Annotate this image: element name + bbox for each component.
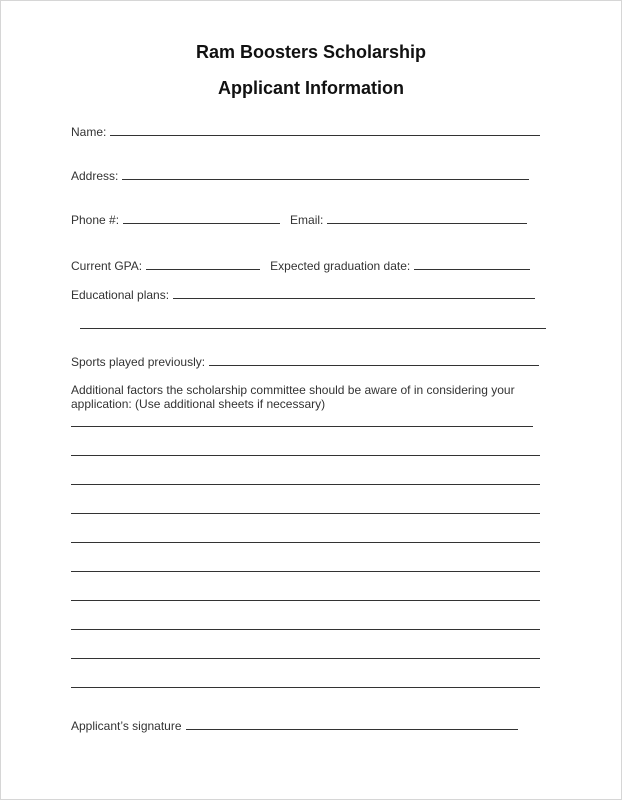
answer-line[interactable]	[71, 600, 540, 601]
answer-line[interactable]	[71, 571, 540, 572]
additional-factors-prompt: Additional factors the scholarship committee should be aware of in considering your application: (Use additional sheets if necessary)	[71, 383, 515, 411]
form-title: Ram Boosters Scholarship	[195, 42, 427, 62]
plans-continuation-line[interactable]	[80, 328, 546, 329]
address-field[interactable]	[122, 168, 529, 180]
name-row	[71, 124, 540, 139]
answer-line[interactable]	[71, 658, 540, 659]
name-label: Name:	[71, 125, 107, 139]
answer-line[interactable]	[71, 455, 540, 456]
graduation-date-field[interactable]	[414, 258, 530, 270]
signature-field[interactable]	[186, 718, 518, 730]
signature-row	[71, 718, 518, 733]
sports-row	[71, 354, 539, 369]
form-subtitle: Applicant Information	[218, 78, 404, 98]
email-field[interactable]	[327, 212, 527, 224]
answer-line[interactable]	[71, 484, 540, 485]
gpa-graduation-row	[71, 258, 530, 273]
phone-label: Phone #:	[71, 213, 120, 227]
email-label: Email:	[290, 213, 324, 227]
sports-label: Sports played previously:	[71, 355, 206, 369]
answer-line[interactable]	[71, 426, 533, 427]
answer-line[interactable]	[71, 542, 540, 543]
answer-line[interactable]	[71, 629, 540, 630]
plans-row	[71, 287, 535, 302]
address-label: Address:	[71, 169, 119, 183]
signature-label: Applicant’s signature	[71, 719, 182, 733]
gpa-label: Current GPA:	[71, 259, 143, 273]
gpa-field[interactable]	[146, 258, 260, 270]
plans-label: Educational plans:	[71, 288, 170, 302]
graduation-label: Expected graduation date:	[270, 259, 411, 273]
address-row	[71, 168, 529, 183]
plans-field[interactable]	[173, 287, 535, 299]
phone-field[interactable]	[123, 212, 280, 224]
name-field[interactable]	[110, 124, 540, 136]
phone-email-row	[71, 212, 527, 227]
answer-line[interactable]	[71, 513, 540, 514]
answer-line[interactable]	[71, 687, 540, 688]
sports-field[interactable]	[209, 354, 539, 366]
